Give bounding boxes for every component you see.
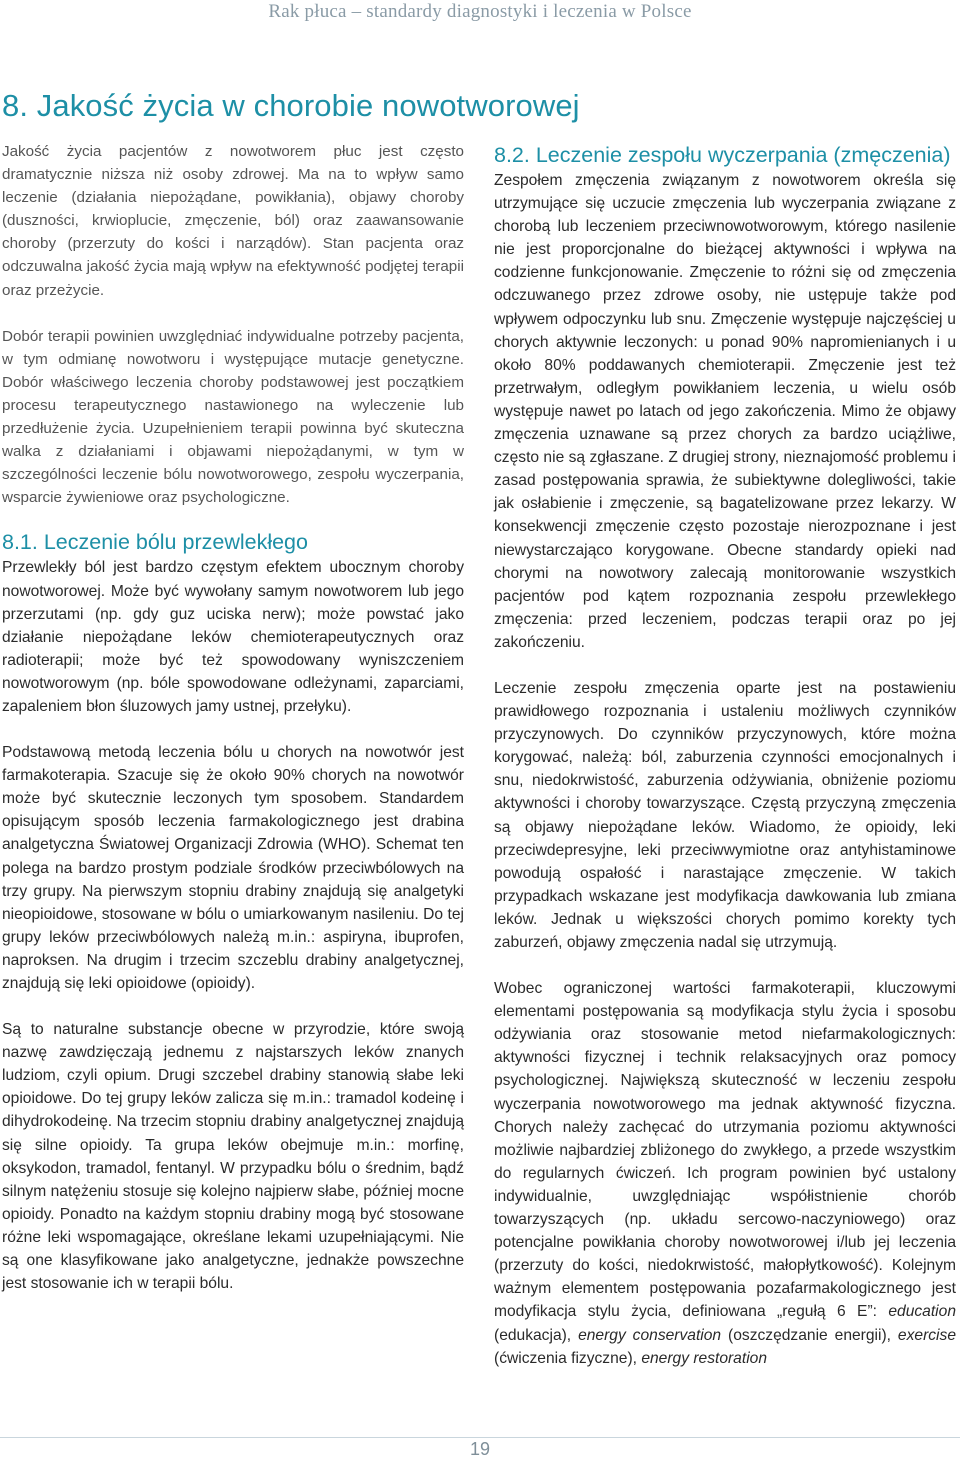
intro-paragraph-2: Dobór terapii powinien uwzględniać indywidualne potrzeby pacjenta, w tym odmianę nowotworu i występujące mutacje genetyczne. Dobór właściwego leczenia choroby podstawowej jest początkiem procesu terapeutycznego nastawionego na wyleczenie lub przedłużenie życia. Uzupełnieniem terapii powinna być skuteczna walka z działaniami i objawami niepożądanymi, w tym w szczególności leczenie bólu nowotworowego, zespołu wyczerpania, wsparcie żywieniowe oraz psychologiczne. xyxy=(2,327,464,507)
intro-paragraph-1: Jakość życia pacjentów z nowotworem płuc jest często dramatycznie niższa niż osoby zdrowej. Ma na to wpływ samo leczenie (działania niepożądane, powikłania), objawy choroby (duszności, krwioplucie, zmęczenie, ból) oraz zaawansowanie choroby (przerzuty do kości i narządów). Stan pacjenta oraz odczuwalna jakość życia mają wpływ na efektywność podjętej terapii oraz przeżycie. xyxy=(2,143,464,299)
term-education-translation: (edukacja), xyxy=(494,1326,579,1344)
chapter-title: 8. Jakość życia w chorobie nowotworowej xyxy=(2,88,580,123)
pain-paragraph-1: Przewlekły ból jest bardzo częstym efektem ubocznym choroby nowotworowej. Może być wywołany samym nowotworem lub jego przerzutami (np. gdy guz uciska nerw); może powstać jako działanie niepożądane leków chemioterapeutycznych oraz radioterapii; może być też spowodowany wyniszczeniem nowotworowym (np. bóle spowodowane odleżynami, zaparciami, zapaleniem błon śluzowych jamy ustnej, przełyku). xyxy=(2,559,464,715)
term-energy-conservation: energy conservation xyxy=(578,1326,722,1344)
term-energy-conservation-translation: (oszczędzanie energii), xyxy=(721,1326,898,1344)
term-education: education xyxy=(888,1303,956,1321)
pain-paragraph-3: Są to naturalne substancje obecne w przyrodzie, które swoją nazwę zawdzięczają jednemu z najstarszych leków znanych ludziom, czyli opium. Drugi szczebel drabiny stanowią słabe leki opioidowe. Do tej grupy leków zalicza się m.in.: tramadol kodeinę i dihydrokodeinę. Na trzecim stopniu drabiny analgetycznej znajdują się silne opioidy. Ta grupa leków obejmuje m.in.: morfinę, oksykodon, tramadol, fentanyl. W przypadku bólu o średnim, bądź silnym natężeniu stosuje się kolejno najpierw słabe, później mocne opioidy. Ponadto na każdym stopniu drabiny mogą być stosowane różne leki wspomagające, określane lekami uzupełniającymi. Nie są one klasyfikowane jako analgetyczne, jednakże powszechne jest stosowanie ich w terapii bólu. xyxy=(2,1021,464,1293)
term-exercise-translation: (ćwiczenia fizyczne), xyxy=(494,1349,642,1367)
pain-paragraph-2: Podstawową metodą leczenia bólu u chorych na nowotwór jest farmakoterapia. Szacuje się że około 90% chorych na nowotwór może być skutecznie leczonych tym sposobem. Standardem opisującym sposób leczenia farmakologicznego jest drabina analgetyczna Światowej Organizacji Zdrowia (WHO). Schemat ten polega na bardzo prostym podziale środków przeciwbólowych na trzy grupy. Na pierwszym stopniu drabiny znajdują się analgetyki nieopioidowe, stosowane w bólu o umiarkowanym nasileniu. Do tej grupy leków przeciwbólowych należą m.in.: aspiryna, ibuprofen, naproksen. Na drugim i trzecim szczeblu drabiny analgetycznej, znajdują się leki opioidowe (opioidy). xyxy=(2,744,464,992)
page-number: 19 xyxy=(469,1439,491,1459)
running-header: Rak płuca – standardy diagnostyki i leczenia w Polsce xyxy=(268,1,692,22)
fatigue-paragraph-1: Zespołem zmęczenia związanym z nowotworem określa się utrzymujące się uczucie zmęczenia lub wyczerpania związane z chorobą lub leczeniem przeciwnowotworowym, którego nasilenie nie jest proporcjonalne do bieżącej aktywności i wpływa na codzienne funkcjonowanie. Zmęczenie to różni się od zmęczenia odczuwanego przez zdrowe osoby, nie ustępuje także pod wpływem odpoczynku lub snu. Zmęczenie występuje najczęściej u chorych aktywnie leczonych: u ponad 90% napromienianych i u około 80% poddawanych chemioterapii. Zmęczenie jest też przetrwałym, odległym powikłaniem leczenia, u wielu osób występuje nawet po latach od jego zakończenia. Mimo że objawy zmęczenia uznawane są przez chorych za bardzo uciążliwe, często nie są zgłaszane. Z drugiej strony, nieznajomość problemu i zasad postępowania sprawia, że subiektywne dolegliwości, takie jak osłabienie i zmęczenie, są bagatelizowane przez lekarzy. W konsekwencji zmęczenie często pozostaje nierozpoznane i jest niewystarczająco korygowane. Obecne standardy opieki nad chorymi na nowotwory zalecają monitorowanie wszystkich pacjentów pod kątem rozpoznania zespołu przewlekłego zmęczenia: przed leczeniem, podczas terapii oraz po jej zakończeniu. xyxy=(494,172,956,651)
left-column xyxy=(2,140,464,1295)
fatigue-paragraph-3-text: Wobec ograniczonej wartości farmakoterapii, kluczowymi elementami postępowania są modyfikacja stylu życia i sposobu odżywiania oraz stosowanie metod niefarmakologicznych: aktywności fizycznej i technik relaksacyjnych oraz pomocy psychologicznej. Największą skuteczność w leczeniu zespołu wyczerpania nowotworowego ma jednak aktywność fizyczna. Chorych należy zachęcać do utrzymania poziomu aktywności możliwie najbardziej zbliżonego do zwykłego, a przede wszystkim do regularnych ćwiczeń. Ich program powinien być ustalony indywidualnie, uwzględniając współistnienie chorób towarzyszących (np. układu sercowo-naczyniowego) oraz potencjalne powikłania choroby nowotworowej i/lub jej leczenia (przerzuty do kości, niedokrwistość, małopłytkowość). Kolejnym ważnym elementem postępowania pozafarmakologicznego jest modyfikacja stylu życia, definiowana „regułą 6 E”: xyxy=(494,980,956,1321)
fatigue-paragraph-2: Leczenie zespołu zmęczenia oparte jest na postawieniu prawidłowego rozpoznania i ustaleniu możliwych czynników przyczynowych. Do czynników przyczynowych, które można korygować, należą: ból, zaburzenia czynności emocjonalnych i snu, niedokrwistość, zaburzenia odżywiania, obniżenie poziomu aktywności i choroby towarzyszące. Częstą przyczyną zmęczenia są objawy niepożądane leków. Wiadomo, że opioidy, leki przeciwdepresyjne, leki przeciwwymiotne oraz antyhistaminowe powodują ospałość i narastające zmęczenie. W takich przypadkach wskazane jest modyfikacja dawkowania lub zmiana leków. Jednak u większości chorych pomimo korekty tych zaburzeń, objawy zmęczenia nadal się utrzymują. xyxy=(494,679,956,951)
right-column xyxy=(494,140,956,1370)
fatigue-paragraph-3 xyxy=(494,977,956,1370)
section-8-2-title: 8.2. Leczenie zespołu wyczerpania (zmęczenia) xyxy=(494,143,951,167)
term-energy-restoration: energy restoration xyxy=(641,1349,767,1367)
term-exercise: exercise xyxy=(897,1326,956,1344)
page-footer xyxy=(0,1436,960,1460)
section-8-1-title: 8.1. Leczenie bólu przewlekłego xyxy=(2,530,308,555)
